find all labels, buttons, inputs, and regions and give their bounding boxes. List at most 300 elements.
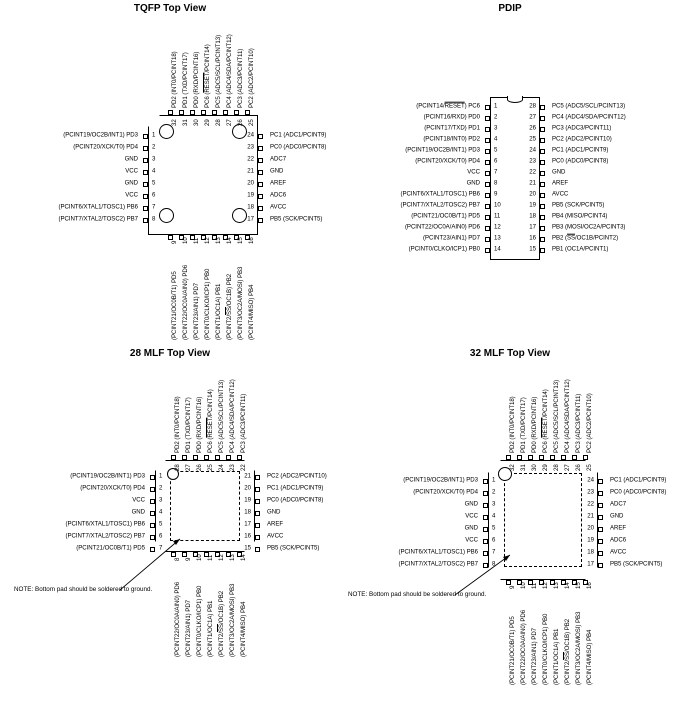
pin-label: PC3 (ADC3/PCINT11) (575, 393, 583, 453)
pin-label: PC0 (ADC0/PCINT8) (610, 488, 667, 496)
pin-pad (598, 527, 603, 532)
pin-label: PC6 (RESET/PCINT14) (204, 44, 212, 108)
pin-number: 2 (492, 488, 496, 496)
pin-label: (PCINT21/OC0B/T1) PD5 (171, 271, 179, 340)
pin-pad (193, 455, 198, 460)
pin-number: 31 (182, 119, 190, 126)
pin-label: $(PCINT2/\overline{SS}/OC1B)$ PB2 (226, 273, 234, 340)
notch-pdip (507, 96, 523, 103)
pin-label: PB5 (SCK/PCINT5) (610, 560, 663, 568)
package-title-pdip: PDIP (498, 3, 522, 14)
pin-label: PD1 (TXD/PCINT17) (182, 52, 190, 108)
pin-number: 1 (159, 472, 163, 480)
pin-number: 18 (529, 212, 536, 220)
pin-label: (PCINT3/OC2A/MOSI) PB3 (237, 266, 245, 340)
pin-number: 21 (244, 472, 251, 480)
pin-number: 11 (207, 554, 215, 561)
pin-number: 2 (494, 113, 498, 121)
pin-label: (PCINT19/OC2B/INT1) PD3 (405, 146, 480, 154)
pin-label: PC6 (RESET/PCINT14) (207, 389, 215, 453)
pin-label: PC1 (ADC1/PCINT9) (267, 484, 324, 492)
pin-label: (PCINT1/OC1A) PB1 (215, 283, 223, 340)
pin-label: (PCINT21/OC0B/T1) PD5 (76, 544, 145, 552)
pin-label: AREF (552, 179, 569, 187)
pin-number: 28 (553, 464, 561, 471)
pin-number: 1 (152, 131, 156, 139)
pin-label: PC3 (ADC3/PCINT11) (237, 48, 245, 108)
pin-number: 3 (494, 124, 498, 132)
pin-label: PB4 (MISO/PCINT4) (552, 212, 608, 220)
pin-number: 6 (492, 536, 496, 544)
pin-label: PC4 (ADC4/SDA/PCINT12) (226, 34, 234, 108)
pin-label: $(PCINT2/\overline{SS}/OC1B)$ PB2 (564, 618, 572, 685)
pin-label: (PCINT6/XTAL1/TOSC1) PB6 (398, 548, 478, 556)
pin-number: 19 (244, 496, 251, 504)
pin-number: 23 (247, 143, 254, 151)
pin-number: 16 (586, 582, 594, 589)
package-mlf28 (0, 340, 340, 708)
pin-label: (PCINT23/AIN1) PD7 (185, 599, 193, 657)
pin-number: 25 (248, 119, 256, 126)
pin-label: PC5 (ADC5/SCL/PCINT13) (215, 34, 223, 108)
pin-label: PC4 (ADC4/SDA/PCINT12) (564, 379, 572, 453)
pin-number: 18 (244, 508, 251, 516)
pin-label: (PCINT20/XCK/T0) PD4 (413, 488, 478, 496)
pin-number: 21 (247, 167, 254, 175)
pin-pad (528, 455, 533, 460)
pin-number: 17 (587, 560, 594, 568)
pin-pad (540, 182, 545, 187)
pin-number: 15 (575, 582, 583, 589)
package-tqfp (0, 0, 340, 340)
pin-pad (540, 149, 545, 154)
pin-number: 1 (494, 102, 498, 110)
pin-label: PD1 (TXD/PCINT17) (185, 397, 193, 453)
pin-label: GND (267, 508, 281, 516)
pin-label: (PCINT21/OC0B/T1) PD5 (509, 616, 517, 685)
pin-number: 14 (564, 582, 572, 589)
pin-label: PD2 (INT0/PCINT18) (174, 396, 182, 453)
pin-label: (PCINT22/OC0A/AIN0) PD6 (520, 609, 528, 685)
pin-label: (PCINT7/XTAL2/TOSC2) PB7 (398, 560, 478, 568)
pin-number: 4 (494, 135, 498, 143)
pin-label: (PCINT6/XTAL1/TOSC1) PB6 (65, 520, 145, 528)
pin-label: (PCINT16/RXD) PD0 (423, 113, 480, 121)
pin-label: (PCINT3/OC2A/MOSI) PB3 (229, 583, 237, 657)
pin-pad (182, 552, 187, 557)
pin-number: 28 (529, 102, 536, 110)
pin-label: (PCINT0/CLKO/ICP1) PB0 (204, 268, 212, 340)
pin-label: (PCINT21/OC0B/T1) PD5 (411, 212, 480, 220)
pin-pad (561, 455, 566, 460)
pin-label: PC5 (ADC5/SCL/PCINT13) (218, 379, 226, 453)
package-title-mlf32: 32 MLF Top View (469, 348, 551, 359)
pin-label: PC0 (ADC0/PCINT8) (267, 496, 324, 504)
pin-number: 19 (529, 201, 536, 209)
pin-number: 17 (529, 223, 536, 231)
pin-number: 7 (494, 168, 498, 176)
pin-number: 4 (492, 512, 496, 520)
pin-number: 11 (494, 212, 501, 220)
package-title-mlf28: 28 MLF Top View (129, 348, 211, 359)
pin-number: 16 (248, 237, 256, 244)
pin-label: (PCINT23/AIN1) PD7 (193, 282, 201, 340)
pin-number: 5 (152, 179, 156, 187)
pin-number: 20 (529, 190, 536, 198)
pin-number: 8 (492, 560, 496, 568)
pin-pad (255, 547, 260, 552)
pin-label: PC0 (ADC0/PCINT8) (552, 157, 609, 165)
pin-number: 12 (542, 582, 550, 589)
pin-number: 12 (494, 223, 501, 231)
pin-label: (PCINT20/XCK/T0) PD4 (73, 143, 138, 151)
pin-number: 17 (244, 520, 251, 528)
pin-pad (258, 182, 263, 187)
pin-number: 1 (492, 476, 496, 484)
pin-label: GND (610, 512, 624, 520)
pin-label: VCC (125, 191, 138, 199)
pin-number: 6 (159, 532, 163, 540)
pin-number: 29 (542, 464, 550, 471)
pin-pad (234, 110, 239, 115)
pin-pad (572, 455, 577, 460)
pin-pad (540, 116, 545, 121)
pin-number: 8 (174, 557, 182, 561)
pin-number: 23 (229, 464, 237, 471)
pin-number: 23 (529, 157, 536, 165)
pin-number: 6 (494, 157, 498, 165)
pin-pad (598, 539, 603, 544)
pin-label: (PCINT7/XTAL2/TOSC2) PB7 (65, 532, 145, 540)
pin-label: PC1 (ADC1/PCINT9) (270, 131, 327, 139)
pin-number: 26 (237, 119, 245, 126)
pin-number: 11 (193, 237, 201, 244)
pin-pad (550, 455, 555, 460)
pin-pad (598, 563, 603, 568)
pin-number: 10 (182, 237, 190, 244)
pin-label: PC2 (ADC2/PCINT10) (267, 472, 327, 480)
pin-number: 13 (494, 234, 501, 242)
pin-label: (PCINT22/OC0A/AIN0) PD6 (404, 223, 480, 231)
pin-label: (PCINT0/CLKO/ICP1) PB0 (542, 613, 550, 685)
pin-number: 31 (520, 464, 528, 471)
pin-label: PC5 (ADC5/SCL/PCINT13) (552, 102, 626, 110)
pin-number: 4 (152, 167, 156, 175)
pin-label: PD1 (TXD/PCINT17) (520, 397, 528, 453)
pin-label: (PCINT7/XTAL2/TOSC2) PB7 (400, 201, 480, 209)
pin-number: 8 (494, 179, 498, 187)
pin-label: AVCC (552, 190, 569, 198)
pin-number: 10 (494, 201, 501, 209)
pin-label: AVCC (267, 532, 284, 540)
pin-number: 18 (587, 548, 594, 556)
pin-pad (540, 138, 545, 143)
pin-number: 14 (494, 245, 501, 253)
pin-pad (258, 158, 263, 163)
pin-number: 10 (520, 582, 528, 589)
pin-number: 22 (529, 168, 536, 176)
pin-number: 7 (492, 548, 496, 556)
pin-number: 24 (247, 131, 254, 139)
pin-number: 3 (152, 155, 156, 163)
pin-number: 14 (240, 554, 248, 561)
pin-pad (258, 134, 263, 139)
pin-label: (PCINT4/MISO) PB4 (586, 629, 594, 685)
pin-label: (PCINT0/CLKO/ICP1) PB0 (408, 245, 480, 253)
pin-pad (540, 204, 545, 209)
pin-label: PD2 (INT0/PCINT18) (171, 51, 179, 108)
pin-number: 2 (152, 143, 156, 151)
pin-label: (PCINT19/OC2B/INT1) PD3 (70, 472, 145, 480)
pin-number: 32 (171, 119, 179, 126)
pin-label: PC2 (ADC2/PCINT10) (248, 48, 256, 108)
pin-pad (201, 110, 206, 115)
pin-pad (215, 455, 220, 460)
pin-number: 21 (587, 512, 594, 520)
pin-label: (PCINT0/CLKO/ICP1) PB0 (196, 585, 204, 657)
pin-pad (237, 455, 242, 460)
pin-pad (517, 455, 522, 460)
pin-pad (245, 110, 250, 115)
package-mlf32 (340, 340, 680, 708)
pin-number: 29 (204, 119, 212, 126)
pin-pad (598, 479, 603, 484)
pin-label: (PCINT4/MISO) PB4 (248, 284, 256, 340)
pin-label: GND (466, 179, 480, 187)
pin-number: 20 (587, 524, 594, 532)
pin-pad (255, 511, 260, 516)
pin-number: 13 (215, 237, 223, 244)
pin-pad (223, 110, 228, 115)
pin-number: 23 (587, 488, 594, 496)
pin-pad (258, 206, 263, 211)
pin-label: PC1 (ADC1/PCINT9) (610, 476, 667, 484)
pin-label: GND (124, 155, 138, 163)
pin-number: 30 (193, 119, 201, 126)
pin-number: 25 (529, 135, 536, 143)
pin-number: 16 (244, 532, 251, 540)
pin-pad (583, 455, 588, 460)
pin-number: 30 (531, 464, 539, 471)
pin-number: 22 (240, 464, 248, 471)
pin-pad (255, 523, 260, 528)
pin-pad (179, 110, 184, 115)
pin-label: (PCINT1/OC1A) PB1 (207, 600, 215, 657)
pin-label: (PCINT14/RESET) PC6 (416, 102, 480, 110)
pin-label: (PCINT22/OC0A/AIN0) PD6 (182, 264, 190, 340)
pin-pad (190, 110, 195, 115)
pin-label: (PCINT19/OC2B/INT1) PD3 (63, 131, 138, 139)
pin-label: VCC (125, 167, 138, 175)
pin-number: 28 (174, 464, 182, 471)
pin-pad (506, 580, 511, 585)
pin-label: GND (464, 524, 478, 532)
pin-number: 8 (152, 215, 156, 223)
pin-number: 22 (587, 500, 594, 508)
pin-label: PD2 (INT0/PCINT18) (509, 396, 517, 453)
pin-number: 21 (529, 179, 536, 187)
pin-number: 13 (553, 582, 561, 589)
pin-pad (598, 491, 603, 496)
pin-pad (255, 487, 260, 492)
pin-number: 15 (529, 245, 536, 253)
pin-label: PC4 (ADC4/SDA/PCINT12) (229, 379, 237, 453)
pin-number: 10 (196, 554, 204, 561)
pin-label: GND (270, 167, 284, 175)
pin-number: 7 (159, 544, 163, 552)
pin-label: (PCINT19/OC2B/INT1) PD3 (403, 476, 478, 484)
pin-number: 24 (587, 476, 594, 484)
pin-label: PD0 (RXD/PCINT16) (196, 396, 204, 453)
pin-label: PC5 (ADC5/SCL/PCINT13) (553, 379, 561, 453)
pin-number: 13 (229, 554, 237, 561)
pin-label: PC0 (ADC0/PCINT8) (270, 143, 327, 151)
pin-number: 15 (237, 237, 245, 244)
pin-number: 20 (247, 179, 254, 187)
pin-number: 5 (494, 146, 498, 154)
pin-number: 24 (218, 464, 226, 471)
pin-number: 3 (159, 496, 163, 504)
pin-number: 25 (586, 464, 594, 471)
pin-number: 16 (529, 234, 536, 242)
pin-pad (540, 160, 545, 165)
pin-number: 2 (159, 484, 163, 492)
pin-pad (540, 226, 545, 231)
pin-label: AREF (610, 524, 627, 532)
pin-number: 6 (152, 191, 156, 199)
pin-label: AVCC (610, 548, 627, 556)
package-pdip (340, 0, 680, 340)
note-mlf28: NOTE: Bottom pad should be soldered to ground. (14, 586, 153, 593)
pin-pad (598, 515, 603, 520)
pin-label: GND (131, 508, 145, 516)
pin-label: VCC (467, 168, 480, 176)
pin-label: PC1 (ADC1/PCINT9) (552, 146, 609, 154)
pin-number: 27 (226, 119, 234, 126)
pin-number: 11 (531, 582, 539, 589)
pin-label: PC2 (ADC2/PCINT10) (552, 135, 612, 143)
pin-label: PC3 (ADC3/PCINT11) (240, 393, 248, 453)
pin-number: 27 (529, 113, 536, 121)
pin-number: 15 (244, 544, 251, 552)
pin-number: 26 (575, 464, 583, 471)
pin-pad (171, 455, 176, 460)
pin-pad (598, 551, 603, 556)
pin-pad (171, 552, 176, 557)
pin-label: (PCINT23/AIN1) PD7 (531, 627, 539, 685)
pin-pad (539, 455, 544, 460)
pin-label: PB3 (MOSI/OC2A/PCINT3) (552, 223, 626, 231)
pin-label: (PCINT20/XCK/T0) PD4 (80, 484, 145, 492)
pin-label: GND (552, 168, 566, 176)
pin-label: PB5 (SCK/PCINT5) (270, 215, 323, 223)
pin-number: 20 (244, 484, 251, 492)
pin-number: 25 (207, 464, 215, 471)
pin-number: 19 (587, 536, 594, 544)
pin-number: 9 (494, 190, 498, 198)
pin-pad (168, 235, 173, 240)
pin-label: (PCINT22/OC0A/AIN0) PD6 (174, 581, 182, 657)
pin-label: $(PCINT2/\overline{SS}/OC1B)$ PB2 (218, 590, 226, 657)
pin-number: 27 (185, 464, 193, 471)
pin-pad (255, 499, 260, 504)
pin-pad (540, 171, 545, 176)
pin-number: 14 (226, 237, 234, 244)
pin-label: ADC6 (610, 536, 627, 544)
pin-label: PC6 (RESET/PCINT14) (542, 389, 550, 453)
pin-pad (212, 110, 217, 115)
pin-pad (540, 215, 545, 220)
pin-number: 24 (529, 146, 536, 154)
pin-number: 26 (529, 124, 536, 132)
pin-pad (255, 475, 260, 480)
pin-label: AREF (267, 520, 284, 528)
pin-label: GND (464, 500, 478, 508)
pin-label: PB1 (OC1A/PCINT1) (552, 245, 609, 253)
pin-label: PD0 (RXD/PCINT16) (531, 396, 539, 453)
pin-label: (PCINT4/MISO) PB4 (240, 601, 248, 657)
pin-pad (255, 535, 260, 540)
pin-pad (182, 455, 187, 460)
pin-pad (506, 455, 511, 460)
pin-label: ADC7 (270, 155, 287, 163)
pin-label: PB2 $(\overline{SS}/OC1B/PCINT2)$ (552, 234, 619, 242)
pin-label: PB5 (SCK/PCINT5) (267, 544, 320, 552)
pin-number: 3 (492, 500, 496, 508)
pin-number: 9 (171, 240, 179, 244)
pin-pad (540, 105, 545, 110)
pin-number: 7 (152, 203, 156, 211)
pin-number: 18 (247, 203, 254, 211)
pin-label: PB5 (SCK/PCINT5) (552, 201, 605, 209)
pin-label: PD0 (RXD/PCINT16) (193, 51, 201, 108)
pin-pad (168, 110, 173, 115)
pin-number: 9 (509, 585, 517, 589)
package-title-tqfp: TQFP Top View (133, 3, 207, 14)
pin-label: ADC7 (610, 500, 627, 508)
pin-number: 12 (218, 554, 226, 561)
pin-number: 26 (196, 464, 204, 471)
pin-number: 32 (509, 464, 517, 471)
pin-label: (PCINT6/XTAL1/TOSC1) PB6 (400, 190, 480, 198)
pin-label: (PCINT7/XTAL2/TOSC2) PB7 (58, 215, 138, 223)
pin-label: PC4 (ADC4/SDA/PCINT12) (552, 113, 626, 121)
pin-label: (PCINT20/XCK/T0) PD4 (415, 157, 480, 165)
pin-label: AREF (270, 179, 287, 187)
pin-label: VCC (465, 512, 478, 520)
pin-number: 19 (247, 191, 254, 199)
pin-label: VCC (465, 536, 478, 544)
pin-label: AVCC (270, 203, 287, 211)
pin-label: PC2 (ADC2/PCINT10) (586, 393, 594, 453)
pin-number: 4 (159, 508, 163, 516)
pin-pad (540, 237, 545, 242)
pin-number: 28 (215, 119, 223, 126)
pin-label: (PCINT17/TXD) PD1 (424, 124, 480, 132)
pin-number: 12 (204, 237, 212, 244)
pin-label: (PCINT6/XTAL1/TOSC1) PB6 (58, 203, 138, 211)
pin-number: 5 (492, 524, 496, 532)
pin-pad (540, 193, 545, 198)
pin-label: (PCINT3/OC2A/MOSI) PB3 (575, 611, 583, 685)
pin-pad (258, 218, 263, 223)
pin-pad (258, 194, 263, 199)
pin-label: (PCINT1/OC1A) PB1 (553, 628, 561, 685)
pin-number: 17 (247, 215, 254, 223)
pin-label: PC3 (ADC3/PCINT11) (552, 124, 612, 132)
pin-number: 27 (564, 464, 572, 471)
pin-number: 22 (247, 155, 254, 163)
